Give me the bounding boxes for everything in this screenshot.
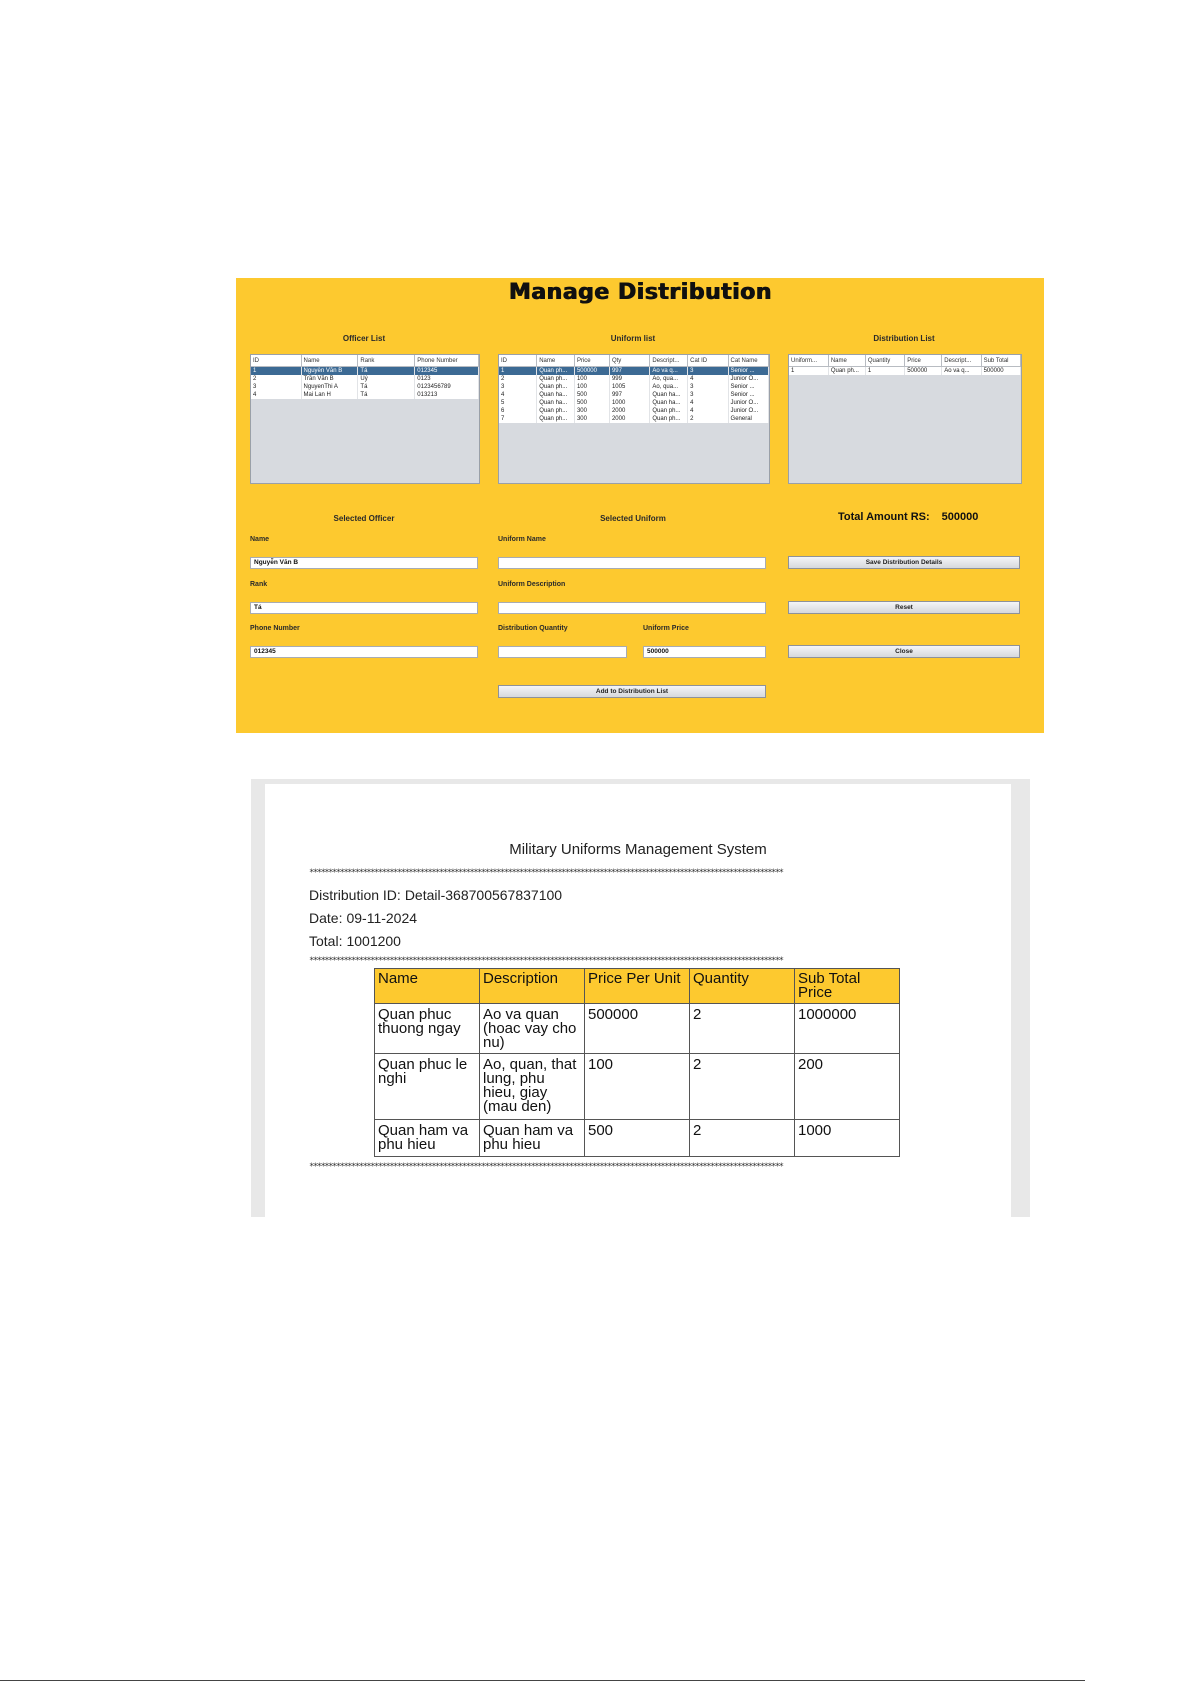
table-cell: 2 xyxy=(690,1054,795,1120)
officer-name-field[interactable]: Nguyễn Văn B xyxy=(250,557,478,569)
column-header[interactable]: Uniform... xyxy=(789,355,828,367)
uniform-description-label: Uniform Description xyxy=(498,581,566,588)
table-row[interactable] xyxy=(251,391,479,399)
column-header[interactable]: Qty xyxy=(609,355,649,367)
uniform-name-label: Uniform Name xyxy=(498,536,546,543)
receipt-table-header xyxy=(375,969,900,1004)
officer-rank-field[interactable]: Tá xyxy=(250,602,478,614)
column-header[interactable]: Price xyxy=(905,355,942,367)
table-cell: 2 xyxy=(251,375,301,383)
column-header[interactable]: Phone Number xyxy=(415,355,479,367)
table-cell: Quan phuc thuong ngay xyxy=(375,1004,480,1054)
table-cell: 300 xyxy=(574,407,609,415)
officer-rank-label: Rank xyxy=(250,581,268,588)
table-cell: Senior ... xyxy=(728,367,768,376)
table-cell: 2 xyxy=(688,415,728,423)
table-cell: 4 xyxy=(688,407,728,415)
table-cell: Ao va q... xyxy=(650,367,688,376)
table-cell: 013213 xyxy=(415,391,479,399)
table-cell: 1000 xyxy=(795,1120,900,1157)
officer-phone-label: Phone Number xyxy=(250,625,300,632)
table-cell: 4 xyxy=(688,399,728,407)
table-cell: 100 xyxy=(585,1054,690,1120)
total-amount-label: Total Amount RS: xyxy=(838,511,930,523)
table-cell: 500000 xyxy=(585,1004,690,1054)
table-row[interactable] xyxy=(499,415,769,423)
page-title: Manage Distribution xyxy=(508,280,772,305)
table-cell: 100 xyxy=(574,383,609,391)
table-cell: Quan ph... xyxy=(828,367,865,376)
table-cell: 5 xyxy=(499,399,537,407)
table-cell: 0123 xyxy=(415,375,479,383)
table-cell: 500 xyxy=(585,1120,690,1157)
table-cell: 1 xyxy=(499,367,537,376)
table-cell: Ao va quan (hoac vay cho nu) xyxy=(480,1004,585,1054)
officer-table-header xyxy=(251,355,479,367)
distribution-list-label: Distribution List xyxy=(873,334,935,343)
table-cell: 1 xyxy=(789,367,828,376)
close-button[interactable]: Close xyxy=(788,645,1020,658)
table-cell: Uý xyxy=(358,375,415,383)
table-cell: 1 xyxy=(865,367,904,376)
column-header[interactable]: Descript... xyxy=(650,355,688,367)
table-cell: Ao va q... xyxy=(942,367,981,376)
table-row xyxy=(375,1054,900,1120)
table-cell: Ao, qua... xyxy=(650,375,688,383)
uniform-description-field[interactable] xyxy=(498,602,766,614)
column-header: Quantity xyxy=(690,969,795,1004)
table-cell: 500 xyxy=(574,399,609,407)
total-value: 1001200 xyxy=(346,933,401,949)
uniform-price-field[interactable]: 500000 xyxy=(643,646,766,658)
uniform-name-field[interactable] xyxy=(498,557,766,569)
date-label: Date: xyxy=(309,910,343,926)
column-header[interactable]: ID xyxy=(499,355,537,367)
distribution-id xyxy=(309,887,562,903)
column-header[interactable]: Name xyxy=(537,355,575,367)
total-label: Total: xyxy=(309,933,343,949)
table-cell: Quan ha... xyxy=(537,391,575,399)
table-cell: 500 xyxy=(574,391,609,399)
table-cell: Tá xyxy=(358,367,415,376)
table-row[interactable] xyxy=(251,375,479,383)
table-cell: NguyenThi A xyxy=(301,383,358,391)
table-row[interactable] xyxy=(499,407,769,415)
uniform-table-header xyxy=(499,355,769,367)
distribution-id-value: Detail-368700567837100 xyxy=(404,887,563,903)
table-row xyxy=(375,1004,900,1054)
table-cell: Ao, qua... xyxy=(650,383,688,391)
table-cell: 2 xyxy=(690,1120,795,1157)
date-value: 09-11-2024 xyxy=(346,910,418,926)
table-cell: Junior O... xyxy=(728,407,768,415)
table-cell: Junior O... xyxy=(728,399,768,407)
distribution-table-grid xyxy=(789,355,1021,375)
column-header[interactable]: Descript... xyxy=(942,355,981,367)
receipt-total xyxy=(309,933,401,949)
table-cell: 1005 xyxy=(609,383,649,391)
table-row xyxy=(375,1120,900,1157)
table-row[interactable] xyxy=(499,399,769,407)
table-cell: 4 xyxy=(251,391,301,399)
officer-table[interactable] xyxy=(250,354,480,484)
table-cell: 3 xyxy=(688,391,728,399)
table-cell: 4 xyxy=(688,375,728,383)
add-to-distribution-button[interactable]: Add to Distribution List xyxy=(498,685,766,698)
table-cell: 3 xyxy=(251,383,301,391)
table-cell: 7 xyxy=(499,415,537,423)
table-cell: 4 xyxy=(499,391,537,399)
separator: **************************************************************************************************************************** xyxy=(309,1162,783,1172)
table-row[interactable] xyxy=(499,383,769,391)
table-cell: Trần Văn B xyxy=(301,375,358,383)
receipt-date xyxy=(309,910,417,926)
column-header[interactable]: ID xyxy=(251,355,301,367)
table-cell: 1000 xyxy=(609,399,649,407)
table-cell: 500000 xyxy=(905,367,942,376)
officer-table-grid xyxy=(251,355,479,399)
total-amount xyxy=(838,511,978,523)
uniform-list-label: Uniform list xyxy=(610,334,656,343)
table-cell: Quan ph... xyxy=(537,383,575,391)
column-header[interactable]: Quantity xyxy=(865,355,904,367)
distribution-id-label: Distribution ID: xyxy=(309,887,401,903)
uniform-table-grid xyxy=(499,355,769,423)
distribution-quantity-field[interactable] xyxy=(498,646,627,658)
table-cell: 300 xyxy=(574,415,609,423)
table-row[interactable] xyxy=(499,367,769,376)
table-cell: 2 xyxy=(499,375,537,383)
table-cell: 012345 xyxy=(415,367,479,376)
table-cell: 0123456789 xyxy=(415,383,479,391)
column-header[interactable]: Sub Total xyxy=(981,355,1020,367)
column-header: Name xyxy=(375,969,480,1004)
receipt-table xyxy=(374,968,900,1157)
table-cell: Quan ph... xyxy=(650,407,688,415)
table-row[interactable] xyxy=(251,383,479,391)
receipt-title: Military Uniforms Management System xyxy=(509,841,767,858)
column-header[interactable]: Cat ID xyxy=(688,355,728,367)
table-cell: Ao, quan, that lung, phu hieu, giay (mau den) xyxy=(480,1054,585,1120)
distribution-table-header xyxy=(789,355,1021,367)
column-header[interactable]: Name xyxy=(828,355,865,367)
table-cell: Tá xyxy=(358,391,415,399)
table-row[interactable] xyxy=(499,391,769,399)
separator: **************************************************************************************************************************** xyxy=(309,868,783,878)
table-cell: 2000 xyxy=(609,407,649,415)
table-row[interactable] xyxy=(251,367,479,376)
column-header[interactable]: Rank xyxy=(358,355,415,367)
column-header[interactable]: Name xyxy=(301,355,358,367)
column-header[interactable]: Price xyxy=(574,355,609,367)
receipt-page xyxy=(265,784,1011,1217)
table-cell: 100 xyxy=(574,375,609,383)
table-cell: Quan ha... xyxy=(650,391,688,399)
separator: **************************************************************************************************************************** xyxy=(309,956,783,966)
column-header: Price Per Unit xyxy=(585,969,690,1004)
uniform-price-label: Uniform Price xyxy=(643,625,689,632)
table-cell: 3 xyxy=(688,367,728,376)
table-cell: 997 xyxy=(609,367,649,376)
distribution-table[interactable] xyxy=(788,354,1022,484)
table-cell: 1 xyxy=(251,367,301,376)
selected-uniform-label: Selected Uniform xyxy=(600,514,666,523)
officer-name-label: Name xyxy=(250,536,270,543)
table-cell: Nguyễn Văn B xyxy=(301,367,358,376)
save-distribution-button[interactable]: Save Distribution Details xyxy=(788,556,1020,569)
table-cell: 200 xyxy=(795,1054,900,1120)
page-divider xyxy=(0,1680,1085,1681)
table-cell: Junior O... xyxy=(728,375,768,383)
table-cell: 500000 xyxy=(574,367,609,376)
table-cell: Quan ph... xyxy=(537,415,575,423)
selected-officer-label: Selected Officer xyxy=(333,514,395,523)
manage-distribution-window xyxy=(236,278,1044,733)
officer-list-label: Officer List xyxy=(342,334,386,343)
table-cell: Quan ph... xyxy=(537,407,575,415)
table-cell: Tá xyxy=(358,383,415,391)
table-cell: Senior ... xyxy=(728,391,768,399)
table-cell: 6 xyxy=(499,407,537,415)
table-cell: 1000000 xyxy=(795,1004,900,1054)
table-cell: Quan phuc le nghi xyxy=(375,1054,480,1120)
receipt-viewer xyxy=(251,779,1030,1217)
table-cell: Senior ... xyxy=(728,383,768,391)
table-cell: Quan ph... xyxy=(537,375,575,383)
table-cell: Quan ham va phu hieu xyxy=(480,1120,585,1157)
table-cell: Quan ha... xyxy=(650,399,688,407)
table-cell: 3 xyxy=(499,383,537,391)
column-header: Sub Total Price xyxy=(795,969,900,1004)
table-row[interactable] xyxy=(499,375,769,383)
reset-button[interactable]: Reset xyxy=(788,601,1020,614)
officer-phone-field[interactable]: 012345 xyxy=(250,646,478,658)
uniform-table[interactable] xyxy=(498,354,770,484)
table-cell: 999 xyxy=(609,375,649,383)
table-cell: 2000 xyxy=(609,415,649,423)
table-cell: Quan ha... xyxy=(537,399,575,407)
table-cell: General xyxy=(728,415,768,423)
table-cell: Quan ham va phu hieu xyxy=(375,1120,480,1157)
column-header[interactable]: Cat Name xyxy=(728,355,768,367)
table-cell: 997 xyxy=(609,391,649,399)
table-cell: 2 xyxy=(690,1004,795,1054)
total-amount-value: 500000 xyxy=(941,511,979,523)
table-row[interactable] xyxy=(789,367,1021,376)
table-cell: Mai Lan H xyxy=(301,391,358,399)
table-cell: Quan ph... xyxy=(650,415,688,423)
table-cell: Quan ph... xyxy=(537,367,575,376)
distribution-quantity-label: Distribution Quantity xyxy=(498,625,568,632)
table-cell: 500000 xyxy=(981,367,1020,376)
table-cell: 3 xyxy=(688,383,728,391)
column-header: Description xyxy=(480,969,585,1004)
